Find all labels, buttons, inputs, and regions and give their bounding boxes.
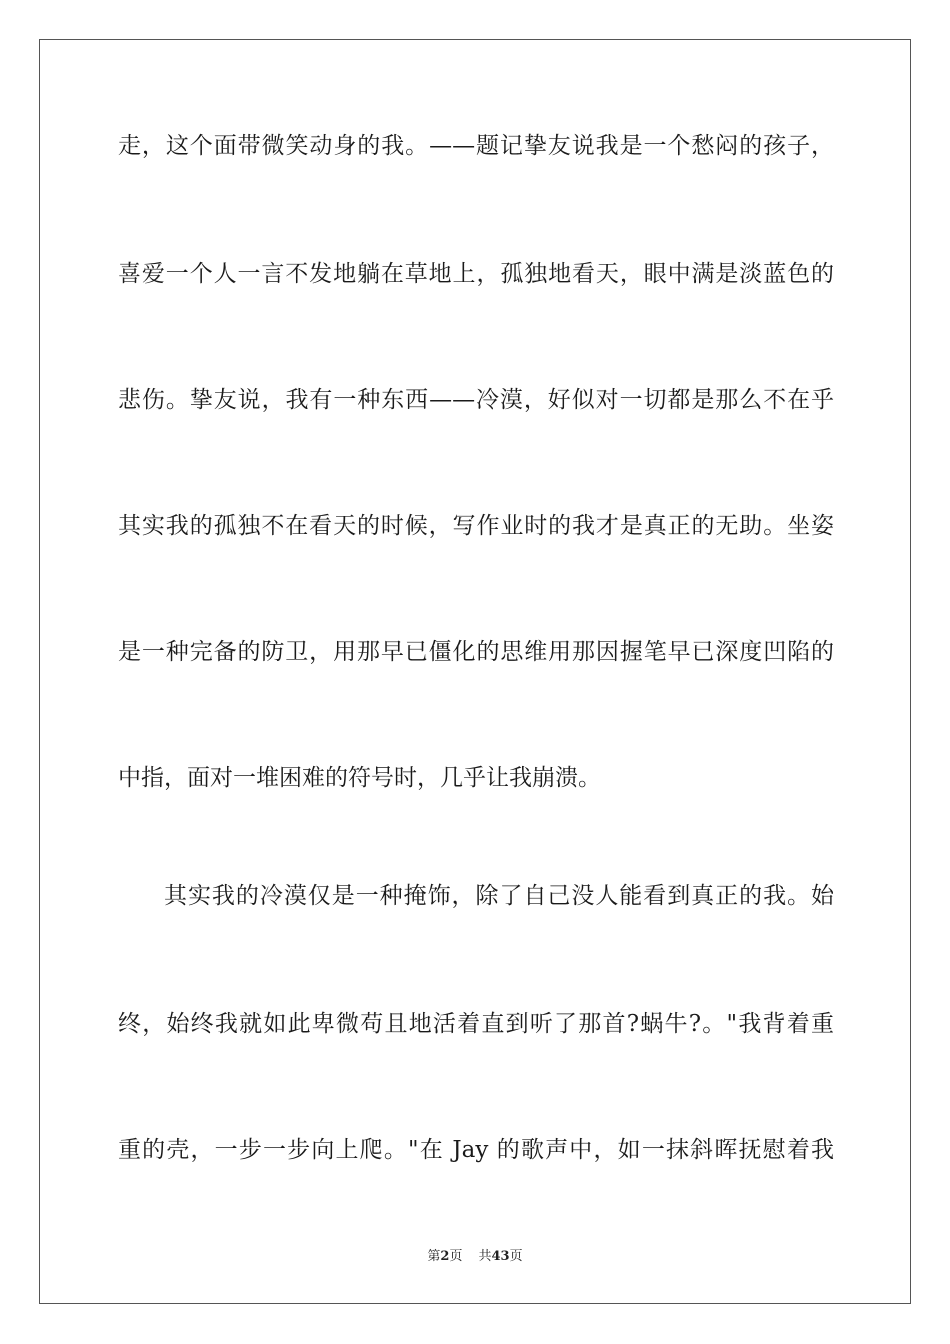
- page-suffix: 页: [449, 1249, 463, 1264]
- total-suffix: 页: [509, 1249, 523, 1264]
- text-line-6: 中指，面对一堆困难的符号时，几乎让我崩溃。: [118, 765, 601, 791]
- page-footer: [0, 1248, 950, 1266]
- text-line-4: 其实我的孤独不在看天的时候，写作业时的我才是真正的无助。坐姿: [118, 513, 834, 539]
- text-line-8: 终，始终我就如此卑微苟且地活着直到听了那首?蜗牛?。"我背着重: [118, 1011, 834, 1037]
- text-line-5: 是一种完备的防卫，用那早已僵化的思维用那因握笔早已深度凹陷的: [118, 639, 834, 665]
- text-line-3: 悲伤。挚友说，我有一种东西——冷漠，好似对一切都是那么不在乎: [118, 387, 834, 413]
- page-number: 2: [440, 1249, 450, 1264]
- text-line-2: 喜爱一个人一言不发地躺在草地上，孤独地看天，眼中满是淡蓝色的: [118, 261, 834, 287]
- page-frame: [39, 39, 911, 1304]
- page-prefix: 第: [427, 1249, 441, 1264]
- total-pages: 43: [491, 1249, 510, 1264]
- text-line-7: 其实我的冷漠仅是一种掩饰，除了自己没人能看到真正的我。始: [164, 883, 834, 909]
- text-line-9: 重的壳，一步一步向上爬。"在 Jay 的歌声中，如一抹斜晖抚慰着我: [118, 1137, 834, 1163]
- text-line-1: 走，这个面带微笑动身的我。——题记挚友说我是一个愁闷的孩子，: [118, 133, 834, 159]
- total-prefix: 共: [478, 1249, 492, 1264]
